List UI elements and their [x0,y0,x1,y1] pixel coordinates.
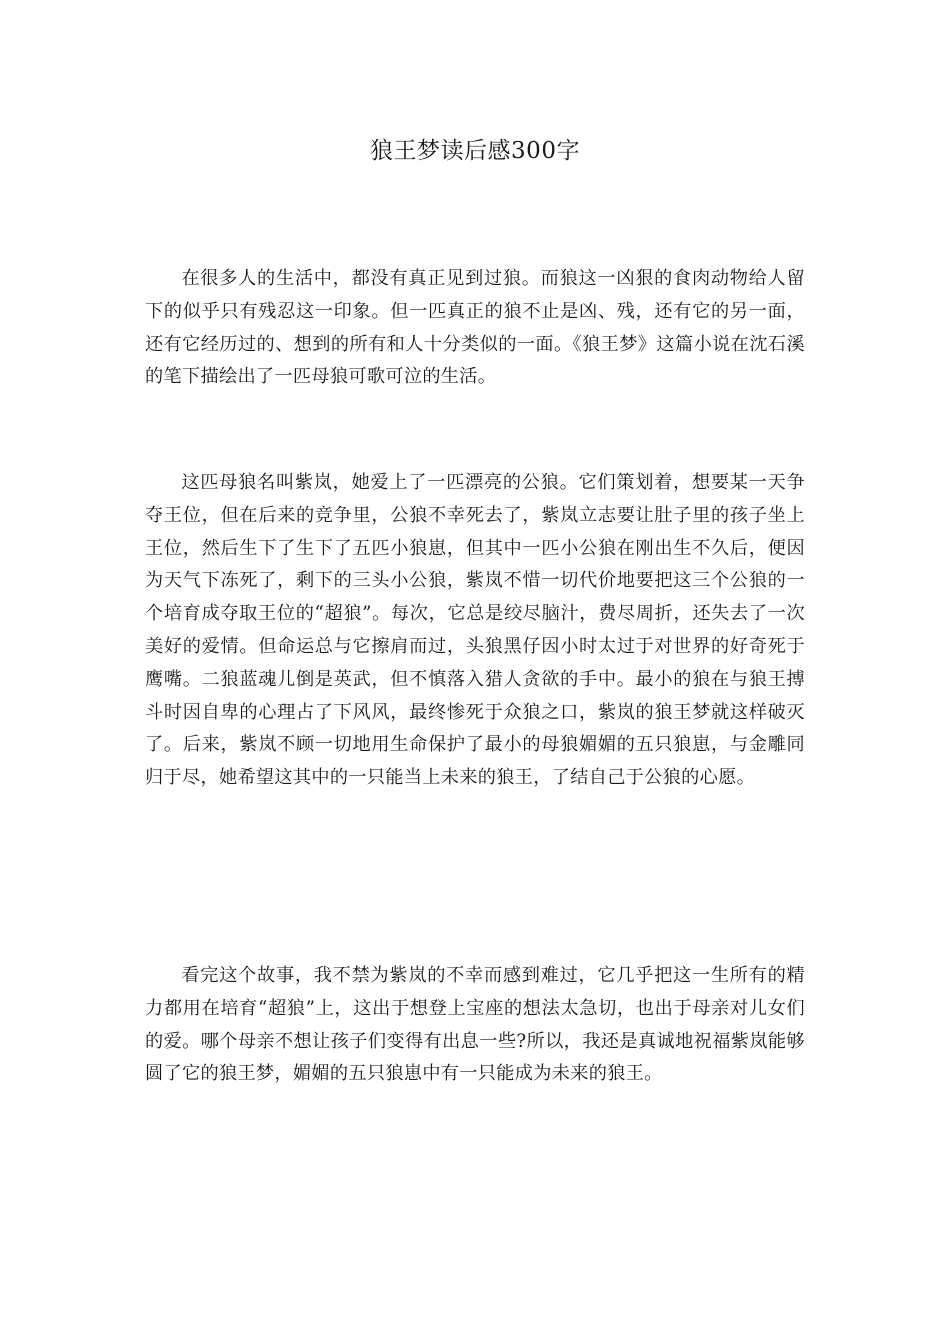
paragraph-3: 看完这个故事，我不禁为紫岚的不幸而感到难过，它几乎把这一生所有的精力都用在培育“超狼”上，这出于想登上宝座的想法太急切，也出于母亲对儿女们的爱。哪个母亲不想让孩子们变得有出息一些?所以，我还是真诚地祝福紫岚能够圆了它的狼王梦，媚媚的五只狼崽中有一只能成为未来的狼王。 [145,965,805,1085]
paragraph-2: 这匹母狼名叫紫岚，她爱上了一匹漂亮的公狼。它们策划着，想要某一天争夺王位，但在后来的竞争里，公狼不幸死去了，紫岚立志要让肚子里的孩子坐上王位，然后生下了生下了五匹小狼崽，但其中一匹小公狼在刚出生不久后，便因为天气下冻死了，剩下的三头小公狼，紫岚不惜一切代价地要把这三个公狼的一个培育成夺取王位的“超狼”。每次，它总是绞尽脑汁，费尽周折，还失去了一次美好的爱情。但命运总与它擦肩而过，头狼黑仔因小时太过于对世界的好奇死于鹰嘴。二狼蓝魂儿倒是英武，但不慎落入猎人贪欲的手中。最小的狼在与狼王搏斗时因自卑的心理占了下风风，最终惨死于众狼之口，紫岚的狼王梦就这样破灭了。后来，紫岚不顾一切地用生命保护了最小的母狼媚媚的五只狼崽，与金雕同归于尽，她希望这其中的一只能当上未来的狼王，了结自己于公狼的心愿。 [145,472,805,789]
paragraph-1: 在很多人的生活中，都没有真正见到过狼。而狼这一凶狠的食肉动物给人留下的似乎只有残忍这一印象。但一匹真正的狼不止是凶、残，还有它的另一面，还有它经历过的、想到的所有和人十分类似的一面。《狼王梦》这篇小说在沈石溪的笔下描绘出了一匹母狼可歌可泣的生活。 [145,268,805,388]
document-title: 狼王梦读后感300字 [370,138,580,164]
